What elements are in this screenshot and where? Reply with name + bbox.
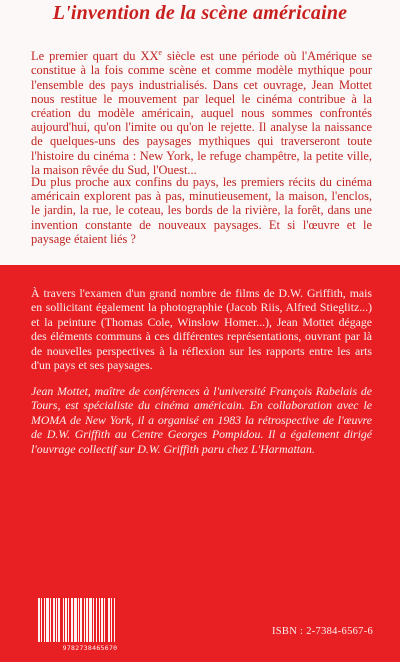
barcode-bar <box>74 598 77 642</box>
barcode-bar <box>50 598 51 642</box>
century-superscript: e <box>158 48 162 57</box>
barcode-bar <box>101 598 103 642</box>
top-text-panel <box>0 0 400 265</box>
landscape-paragraph: Du plus proche aux confins du pays, les premiers récits du cinéma américain explorent pas à pas, minutieusement, la maison, l'enclos, le jardin, la rue, le coteau, les bords de la rivière, la forêt, dans une invention constante de nouveaux paysages. Et si l'œuvre et le paysage étaient liés ? <box>31 175 372 246</box>
barcode-bar <box>44 598 45 642</box>
barcode-bar <box>46 598 49 642</box>
barcode-bar <box>68 598 69 642</box>
barcode-graphic <box>34 596 146 644</box>
barcode-bar <box>84 598 85 642</box>
barcode-bar <box>58 598 60 642</box>
intro-paragraph <box>31 46 372 177</box>
intro-text-start: Le premier quart du XX <box>31 49 159 64</box>
barcode-bar <box>96 598 97 642</box>
barcode-bar <box>111 598 112 642</box>
author-bio: Jean Mottet, maître de conférences à l'université François Rabelais de Tours, est spécialiste du cinéma américain. En collaboration avec le MOMA de New York, il a organisé en 1983 la rétrospective de l'œuvre de D.W. Griffith au Centre Georges Pompidou. Il a également dirigé l'ouvrage collectif sur D.W. Griffith paru chez L'Harmattan. <box>31 384 372 456</box>
barcode <box>34 596 146 644</box>
barcode-bar <box>71 598 73 642</box>
barcode-bar <box>53 598 55 642</box>
barcode-bar <box>56 598 57 642</box>
description-paragraph: À travers l'examen d'un grand nombre de films de D.W. Griffith, mais en sollicitant également la photographie (Jacob Riis, Alfred Stieglitz...) et la peinture (Thomas Cole, Winslow Homer...), Jean Mottet dégage des éléments communs à ces différentes représentations, ouvrant par là de nouvelles perspectives à la réflexion sur les rapports entre les arts d'un pays et ses paysages. <box>31 286 372 373</box>
book-title: L'invention de la scène américaine <box>52 2 348 24</box>
barcode-bar <box>108 598 110 642</box>
barcode-number: 9782738465670 <box>62 644 118 652</box>
barcode-bar <box>78 598 79 642</box>
barcode-bar <box>104 598 105 642</box>
intro-text-rest: siècle est une période où l'Amérique se constitue à la fois comme scène et comme modèle mythique pour l'ensemble des pays industrialisés. Dans cet ouvrage, Jean Mottet nous restitue le mouvement par lequel le cinéma contribue à la création du modèle américain, auquel nous sommes confrontés aujourd'hui, qu'on l'imite ou qu'on le rejette. Il analyse la naissance de quelques-uns des paysages mythiques qui traverseront toute l'histoire du cinéma : New York, le refuge champêtre, la petite ville, la maison rêvée du Sud, l'Ouest... <box>31 49 373 177</box>
barcode-bar <box>41 598 42 642</box>
barcode-bar <box>80 598 82 642</box>
barcode-bar <box>38 598 40 642</box>
barcode-bar <box>89 598 92 642</box>
barcode-bar <box>65 598 67 642</box>
barcode-bar <box>86 598 88 642</box>
barcode-bar <box>99 598 100 642</box>
isbn: ISBN : 2-7384-6567-6 <box>272 626 374 637</box>
barcode-bar <box>114 598 115 642</box>
barcode-bar <box>93 598 94 642</box>
barcode-bar <box>63 598 64 642</box>
